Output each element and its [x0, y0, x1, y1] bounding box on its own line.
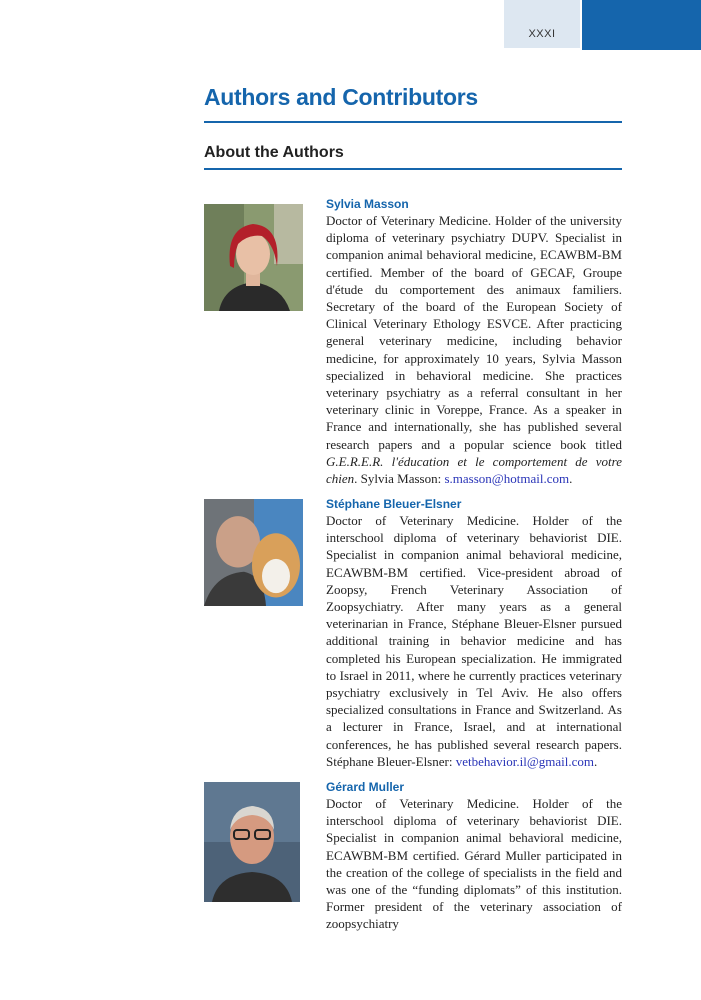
author-bio-stephane-bleuer-elsner	[326, 512, 622, 770]
author-photo-stephane-bleuer-elsner	[204, 499, 303, 606]
page-number: XXXI	[528, 28, 556, 40]
section-title: About the Authors	[204, 144, 344, 161]
header-color-bar	[582, 0, 701, 50]
author-name-sylvia-masson: Sylvia Masson	[326, 197, 409, 211]
section-rule	[204, 168, 622, 170]
page-title: Authors and Contributors	[204, 84, 478, 110]
bio-text: .	[569, 471, 573, 487]
author-photo-gerard-muller	[204, 782, 300, 902]
bio-text: Doctor of Veterinary Medicine. Holder of the university diploma of veterinary psychiatry DUPV. Specialist in companion animal behavioral medicine, ECAWBM-BM certified. Member of the board of GECAF, Groupe d'étude du comportement des animaux familiers. Secretary of the board of the European Society of Clinical Veterinary Ethology ESVCE. After practicing general veterinary medicine, including behavior medicine, for approximately 10 years, Sylvia Masson specialized in behavioral medicine. She practices veterinary psychiatry as a referral consultant in her veterinary clinic in Voreppe, France. As a speaker in France and internationally, she has published several research papers and a popular science book titled	[326, 213, 622, 452]
email-link-stephane-bleuer-elsner[interactable]: vetbehavior.il@gmail.com	[455, 753, 595, 769]
bio-text: .	[594, 753, 598, 769]
title-rule	[204, 121, 622, 123]
author-bio-gerard-muller: Doctor of Veterinary Medicine. Holder of the interschool diploma of veterinary behaviorist DIE. Specialist in companion animal behavioral medicine, ECAWBM-BM certified. Gérard Muller participated in the creation of the college of specialists in the field and was one of the “funding diplomats” of this institution. Former president of the veterinary association of zoopsychiatry	[326, 796, 622, 932]
author-photo-sylvia-masson	[204, 204, 303, 311]
header-tab	[504, 0, 580, 48]
email-link-sylvia-masson[interactable]: s.masson@hotmail.com	[444, 471, 570, 487]
bio-text: Doctor of Veterinary Medicine. Holder of the interschool diploma of veterinary behaviorist DIE. Specialist in companion animal behavioral medicine, ECAWBM-BM certified. Vice-president abroad of Zoopsy, French Veterinary Association of Zoopsychiatry. After many years as a general veterinarian in France, Stéphane Bleuer-Elsner pursued additional training in behavior medicine and has completed his European specialization. He immigrated to Israel in 2011, where he currently practices veterinary psychiatry exclusively in Tel Aviv. He also offers specialized consultations in France and Switzerland. As a lecturer in France, Israel, and at international conferences, he has published several research papers. Stéphane Bleuer-Elsner:	[326, 513, 622, 769]
author-name-gerard-muller: Gérard Muller	[326, 780, 405, 794]
author-bio-sylvia-masson	[326, 212, 622, 487]
bio-text: . Sylvia Masson:	[354, 471, 445, 487]
author-name-stephane-bleuer-elsner: Stéphane Bleuer-Elsner	[326, 497, 462, 511]
book-title: G.E.R.E.R. l'éducation et le comportement de votre chien	[326, 453, 622, 487]
